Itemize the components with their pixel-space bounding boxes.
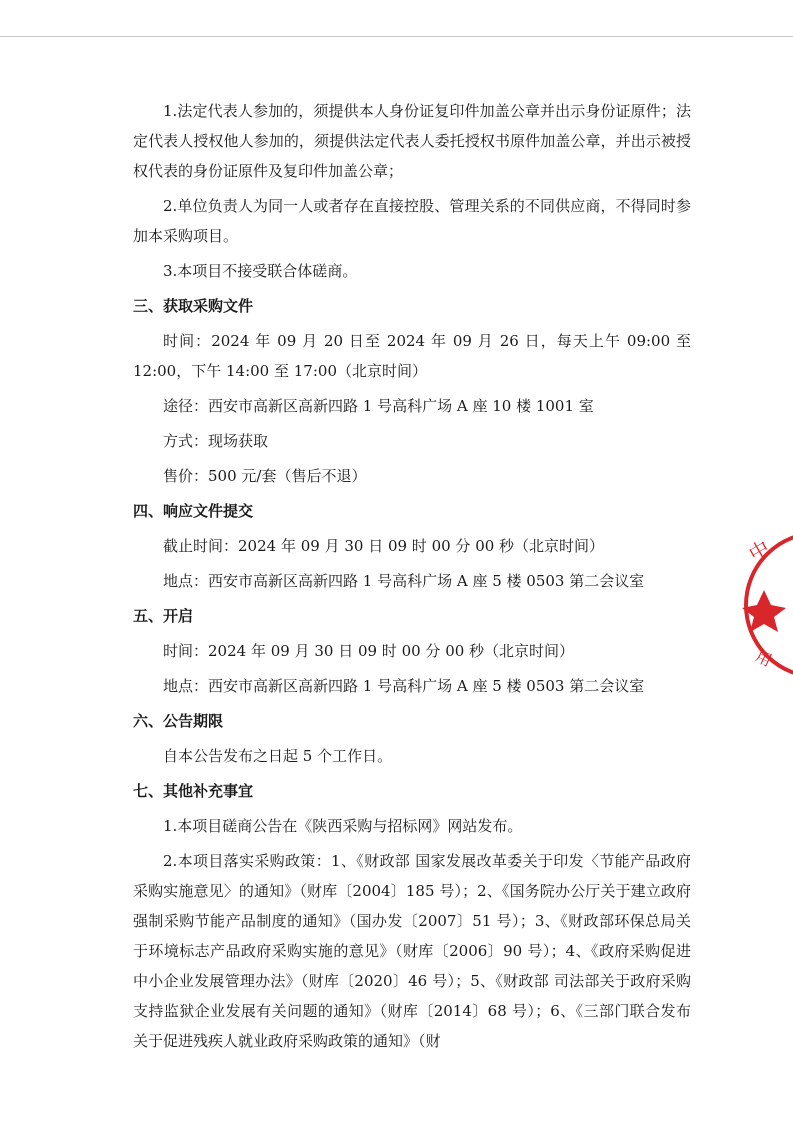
paragraph-1: 1.法定代表人参加的，须提供本人身份证复印件加盖公章并出示身份证原件；法定代表人授权他人参加的，须提供法定代表人委托授权书原件加盖公章，并出示被授权代表的身份证原件及复印件加盖公章； xyxy=(133,102,691,180)
paragraph-submit-location: 地点：西安市高新区高新四路 1 号高科广场 A 座 5 楼 0503 第二会议室 xyxy=(163,572,645,590)
paragraph-time: 时间：2024 年 09 月 20 日至 2024 年 09 月 26 日，每天上午 09:00 至 12:00，下午 14:00 至 17:00（北京时间） xyxy=(133,332,691,380)
paragraph-deadline: 截止时间：2024 年 09 月 30 日 09 时 00 分 00 秒（北京时间） xyxy=(163,537,605,555)
section-heading-6: 六、公告期限 xyxy=(133,712,224,730)
paragraph-notice-period: 自本公告发布之日起 5 个工作日。 xyxy=(163,747,393,765)
section-heading-7: 七、其他补充事宜 xyxy=(133,782,254,800)
paragraph-route: 途径：西安市高新区高新四路 1 号高科广场 A 座 10 楼 1001 室 xyxy=(163,397,594,415)
section-heading-3: 三、获取采购文件 xyxy=(133,297,254,315)
paragraph-3: 3.本项目不接受联合体磋商。 xyxy=(163,262,358,280)
document-body xyxy=(133,96,691,1059)
paragraph-open-time: 时间：2024 年 09 月 30 日 09 时 00 分 00 秒（北京时间） xyxy=(163,642,575,660)
official-seal-stamp xyxy=(738,520,793,690)
paragraph-policy: 2.本项目落实采购政策：1、《财政部 国家发展改革委关于印发〈节能产品政府采购实施意见〉的通知》（财库〔2004〕185 号）；2、《国务院办公厅关于建立政府强制采购节能产品制度的通知》（国办发〔2007〕51 号）；3、《财政部环保总局关于环境标志产品政府采购实施的意见》（财库〔2006〕90 号）；4、《政府采购促进中小企业发展管理办法》（财库〔2020〕46 号）；5、《财政部 司法部关于政府采购支持监狱企业发展有关问题的通知》（财库〔2014〕68 号）；6、《三部门联合发布关于促进残疾人就业政府采购政策的通知》（财 xyxy=(133,852,691,1050)
section-heading-5: 五、开启 xyxy=(133,607,194,625)
seal-fragment-mark: 用 xyxy=(752,646,775,671)
scan-edge-line xyxy=(0,36,793,37)
paragraph-open-location: 地点：西安市高新区高新四路 1 号高科广场 A 座 5 楼 0503 第二会议室 xyxy=(163,677,645,695)
paragraph-price: 售价：500 元/套（售后不退） xyxy=(163,467,367,485)
seal-character: 中 xyxy=(744,535,774,567)
paragraph-2: 2.单位负责人为同一人或者存在直接控股、管理关系的不同供应商，不得同时参加本采购项目。 xyxy=(133,197,691,245)
paragraph-publish: 1.本项目磋商公告在《陕西采购与招标网》网站发布。 xyxy=(163,817,523,835)
section-heading-4: 四、响应文件提交 xyxy=(133,502,254,520)
paragraph-method: 方式：现场获取 xyxy=(163,432,269,450)
